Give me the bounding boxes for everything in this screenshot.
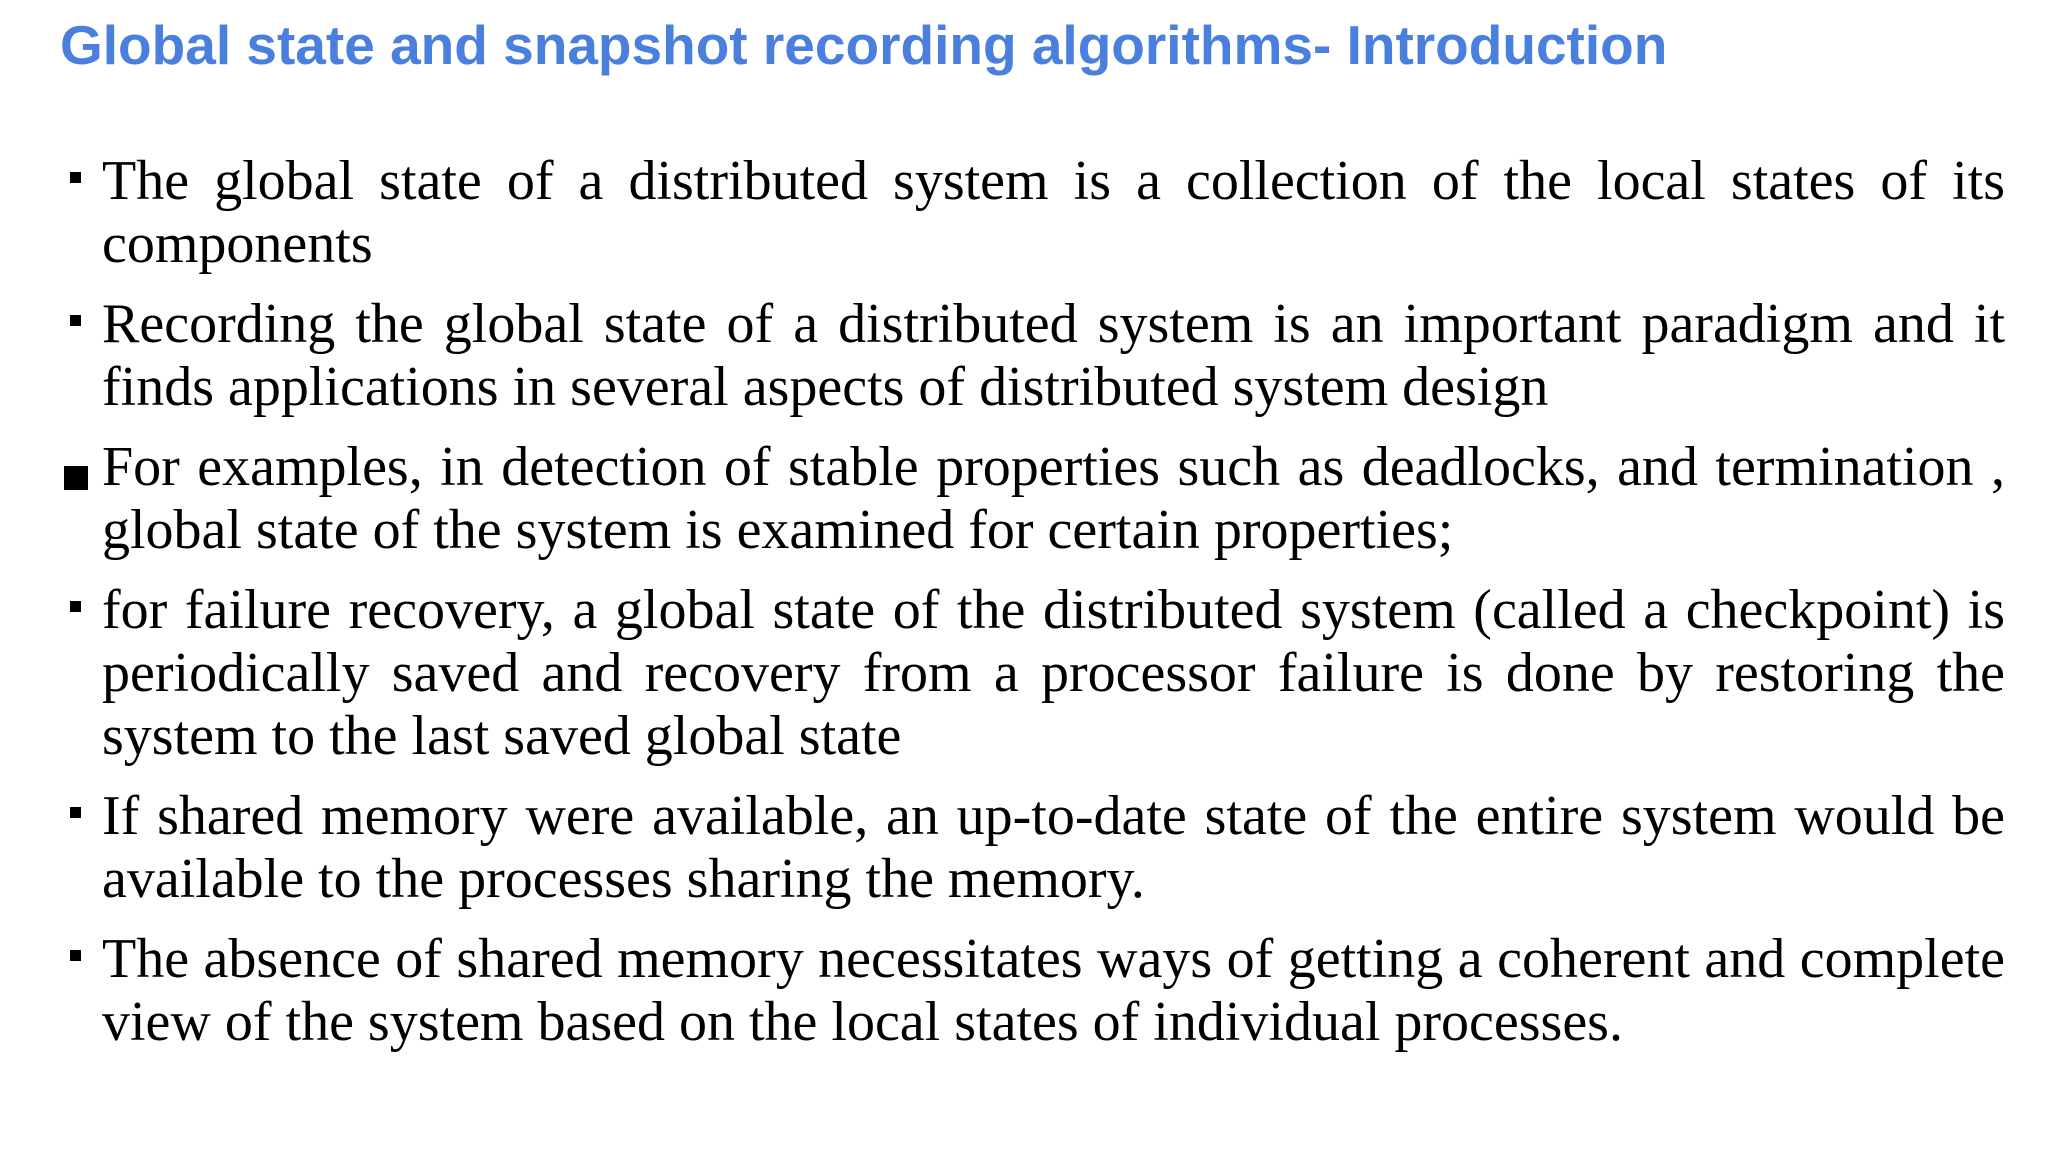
square-bullet-icon (70, 807, 81, 818)
square-bullet-icon (70, 315, 81, 326)
bullet-text: The global state of a distributed system is a collection of the local states of its components (102, 150, 2005, 275)
slide-title: Global state and snapshot recording algorithms- Introduction (60, 14, 1668, 76)
square-bullet-icon (70, 601, 81, 612)
bullet-text: for failure recovery, a global state of the distributed system (called a checkpoint) is periodically saved and recovery from a processor failure is done by restoring the system to the last saved global state (102, 579, 2005, 767)
bullet-item (102, 150, 2005, 276)
square-bullet-icon (70, 172, 81, 183)
bullet-item (102, 785, 2005, 911)
bullet-item (102, 436, 2005, 562)
bullet-text: If shared memory were available, an up-to-date state of the entire system would be available to the processes sharing the memory. (102, 785, 2005, 910)
bullet-list (102, 150, 2005, 1071)
bullet-item (102, 579, 2005, 768)
square-bullet-icon (70, 950, 81, 961)
bullet-item (102, 293, 2005, 419)
bullet-text: For examples, in detection of stable properties such as deadlocks, and termination , global state of the system is examined for certain properties; (102, 436, 2005, 561)
bullet-text: The absence of shared memory necessitates ways of getting a coherent and complete view of the system based on the local states of individual processes. (102, 928, 2005, 1053)
bullet-text: Recording the global state of a distributed system is an important paradigm and it finds applications in several aspects of distributed system design (102, 293, 2005, 418)
square-bullet-icon (64, 466, 88, 490)
bullet-item (102, 928, 2005, 1054)
